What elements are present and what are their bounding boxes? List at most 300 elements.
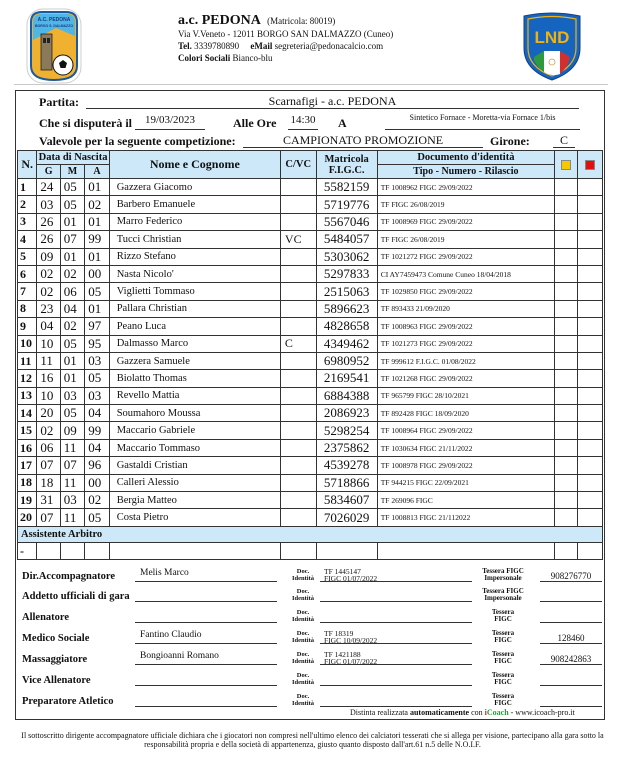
birth-year[interactable]: 99 [85, 231, 109, 248]
roster-body [18, 179, 603, 560]
red-card-cell[interactable] [578, 283, 603, 300]
birth-day[interactable]: 18 [37, 474, 60, 491]
birth-month[interactable] [60, 542, 84, 559]
tessera-label-line1: Tessera [491, 608, 515, 616]
birth-day[interactable]: 26 [37, 213, 60, 230]
matricola-cell[interactable]: 5896623 [316, 300, 377, 317]
player-number: 5 [18, 248, 37, 265]
yellow-card-cell[interactable] [555, 196, 578, 213]
player-name[interactable]: Biolatto Thomas [109, 370, 280, 387]
tessera-label-line2: FIGC [494, 657, 512, 665]
document-cell[interactable]: TF FIGC 26/08/2019 [377, 196, 554, 213]
staff-tessera-field[interactable]: 908276770 [540, 568, 602, 582]
document-cell[interactable]: TF 1021273 FIGC 29/09/2022 [377, 335, 554, 352]
document-cell[interactable]: TF 1008963 FIGC 29/09/2022 [377, 318, 554, 335]
captain-cell[interactable] [280, 457, 316, 474]
document-cell[interactable]: TF 1008978 FIGC 29/09/2022 [377, 457, 554, 474]
tessera-label-line1: Tessera [491, 629, 515, 637]
player-name[interactable]: Barbero Emanuele [109, 196, 280, 213]
staff-name-field[interactable] [135, 693, 277, 707]
yellow-card-cell[interactable] [555, 248, 578, 265]
table-row [18, 248, 603, 265]
competition-label: Valevole per la seguente competizione: [39, 134, 236, 148]
birth-year[interactable]: 03 [85, 387, 109, 404]
matricola-cell[interactable]: 2515063 [316, 283, 377, 300]
captain-cell[interactable] [280, 492, 316, 509]
staff-tessera-field[interactable]: 128460 [540, 630, 602, 644]
yellow-card-cell[interactable] [555, 474, 578, 491]
assistant-row [18, 542, 603, 559]
staff-doc-field[interactable] [320, 693, 472, 707]
birth-year[interactable]: 01 [85, 248, 109, 265]
birth-month[interactable]: 05 [60, 405, 84, 422]
player-name[interactable]: Nasta Nicolo' [109, 265, 280, 282]
birth-year[interactable]: 00 [85, 474, 109, 491]
col-cvc-header: C/VC [280, 151, 316, 179]
player-name[interactable]: Bergia Matteo [109, 492, 280, 509]
player-name[interactable]: Gazzera Samuele [109, 352, 280, 369]
captain-cell[interactable] [280, 283, 316, 300]
club-tel: 3339780890 [194, 41, 240, 51]
birth-day[interactable]: 06 [37, 439, 60, 456]
yellow-card-cell[interactable] [555, 352, 578, 369]
brand-coach: Coach [486, 708, 509, 717]
birth-month[interactable]: 11 [60, 439, 84, 456]
birth-year[interactable]: 04 [85, 439, 109, 456]
player-number: 10 [18, 335, 37, 352]
document-cell[interactable]: TF 1008813 FIGC 21/112022 [377, 509, 554, 526]
red-card-cell[interactable] [578, 387, 603, 404]
player-name[interactable]: Gazzera Giacomo [109, 179, 280, 196]
captain-cell[interactable] [280, 265, 316, 282]
matricola-cell[interactable]: 5298254 [316, 422, 377, 439]
birth-day[interactable]: 02 [37, 283, 60, 300]
staff-tessera-field[interactable] [540, 672, 602, 686]
birth-year[interactable]: 05 [85, 370, 109, 387]
player-name[interactable]: Marro Federico [109, 213, 280, 230]
red-card-cell[interactable] [578, 265, 603, 282]
staff-role: Massaggiatore [22, 654, 88, 665]
birth-year[interactable]: 05 [85, 509, 109, 526]
red-card-cell[interactable] [578, 474, 603, 491]
matricola-cell[interactable]: 5834607 [316, 492, 377, 509]
staff-doc-field[interactable] [320, 630, 472, 644]
red-card-cell[interactable] [578, 405, 603, 422]
birth-year[interactable]: 95 [85, 335, 109, 352]
player-name[interactable]: Maccario Tommaso [109, 439, 280, 456]
document-cell[interactable]: TF 1021268 FIGC 29/09/2022 [377, 370, 554, 387]
tessera-label [474, 651, 532, 665]
red-card-cell[interactable] [578, 300, 603, 317]
red-card-cell[interactable] [578, 542, 603, 559]
document-cell[interactable]: TF 1008969 FIGC 29/09/2022 [377, 213, 554, 230]
staff-name-field[interactable] [135, 588, 277, 602]
table-row [18, 335, 603, 352]
table-row [18, 439, 603, 456]
tessera-label [474, 630, 532, 644]
staff-name-field[interactable] [135, 609, 277, 623]
player-name[interactable]: Tucci Christian [109, 231, 280, 248]
tessera-label [474, 672, 532, 686]
col-doc-header: Documento d'identità [377, 151, 554, 165]
competition-field[interactable]: CAMPIONATO PROMOZIONE [243, 133, 483, 148]
birth-day[interactable]: 04 [37, 318, 60, 335]
red-card-cell[interactable] [578, 352, 603, 369]
girone-label: Girone: [490, 134, 530, 148]
staff-role: Allenatore [22, 612, 70, 623]
col-red-card-header [578, 151, 603, 179]
club-name: a.c. PEDONA [178, 13, 261, 28]
roster-table [17, 150, 603, 560]
red-card-cell[interactable] [578, 318, 603, 335]
staff-name-field[interactable]: Melis Marco [135, 568, 277, 582]
birth-month[interactable]: 01 [60, 213, 84, 230]
colors-label: Colori Sociali [178, 53, 231, 63]
time-label: Alle Ore [233, 116, 277, 130]
birth-year[interactable]: 01 [85, 179, 109, 196]
document-cell[interactable]: TF 1030634 FIGC 21/11/2022 [377, 439, 554, 456]
yellow-card-cell[interactable] [555, 300, 578, 317]
yellow-card-icon [561, 160, 571, 170]
table-row [18, 179, 603, 196]
birth-year[interactable]: 00 [85, 265, 109, 282]
matricola-cell[interactable]: 5582159 [316, 179, 377, 196]
doc-identity-label: Doc. Identità [291, 588, 315, 602]
birth-year[interactable]: 02 [85, 492, 109, 509]
birth-day[interactable]: 03 [37, 196, 60, 213]
birth-month[interactable]: 04 [60, 300, 84, 317]
birth-day[interactable]: 02 [37, 422, 60, 439]
red-card-cell[interactable] [578, 457, 603, 474]
birth-day[interactable]: 20 [37, 405, 60, 422]
staff-doc-field[interactable] [320, 609, 472, 623]
staff-doc-line2: FIGC 01/07/2022 [324, 574, 378, 583]
col-a-header: A [85, 165, 109, 179]
birth-month[interactable]: 03 [60, 492, 84, 509]
matricola-cell[interactable]: 7026029 [316, 509, 377, 526]
staff-doc-line1: TF 1445147 [324, 567, 361, 576]
captain-cell[interactable] [280, 387, 316, 404]
birth-day[interactable]: 11 [37, 352, 60, 369]
birth-year[interactable]: 03 [85, 352, 109, 369]
col-yellow-card-header [555, 151, 578, 179]
player-name[interactable]: Rizzo Stefano [109, 248, 280, 265]
matricola-cell[interactable] [316, 542, 377, 559]
player-number: 16 [18, 439, 37, 456]
player-name[interactable]: Pallara Christian [109, 300, 280, 317]
birth-month[interactable]: 05 [60, 196, 84, 213]
staff-doc-field[interactable] [320, 651, 472, 665]
captain-cell[interactable] [280, 248, 316, 265]
captain-cell[interactable] [280, 422, 316, 439]
club-email: segreteria@pedonacalcio.com [274, 41, 384, 51]
yellow-card-cell[interactable] [555, 335, 578, 352]
matricola-cell[interactable]: 6980952 [316, 352, 377, 369]
player-name[interactable]: Soumahoro Moussa [109, 405, 280, 422]
matricola-cell[interactable]: 5484057 [316, 231, 377, 248]
captain-cell[interactable] [280, 509, 316, 526]
partita-field[interactable]: Scarnafigi - a.c. PEDONA [86, 94, 579, 109]
red-card-cell[interactable] [578, 179, 603, 196]
birth-day[interactable] [37, 542, 60, 559]
table-row [18, 352, 603, 369]
document-cell[interactable]: TF 892428 FIGC 18/09/2020 [377, 405, 554, 422]
red-card-cell[interactable] [578, 248, 603, 265]
birth-month[interactable]: 11 [60, 509, 84, 526]
red-card-cell[interactable] [578, 439, 603, 456]
player-name[interactable]: Gastaldi Cristian [109, 457, 280, 474]
player-name[interactable]: Viglietti Tommaso [109, 283, 280, 300]
club-address: Via V.Veneto - 12011 BORGO SAN DALMAZZO (Cuneo) [178, 29, 394, 39]
assistant-label: Assistente Arbitro [18, 526, 603, 542]
staff-row [22, 566, 602, 587]
yellow-card-cell[interactable] [555, 387, 578, 404]
birth-year[interactable]: 02 [85, 196, 109, 213]
matricola-cell[interactable]: 2086923 [316, 405, 377, 422]
tessera-label-line1: Tessera [491, 692, 515, 700]
red-card-cell[interactable] [578, 509, 603, 526]
birth-day[interactable]: 31 [37, 492, 60, 509]
player-name[interactable]: Revello Mattia [109, 387, 280, 404]
birth-month[interactable]: 02 [60, 318, 84, 335]
captain-cell[interactable] [280, 439, 316, 456]
document-cell[interactable]: TF FIGC 26/08/2019 [377, 231, 554, 248]
player-name[interactable] [109, 542, 280, 559]
player-number: 15 [18, 422, 37, 439]
birth-day[interactable]: 10 [37, 335, 60, 352]
time-field[interactable]: 14:30 [288, 114, 318, 130]
captain-cell[interactable] [280, 370, 316, 387]
red-card-cell[interactable] [578, 196, 603, 213]
captain-cell[interactable] [280, 542, 316, 559]
tessera-label-line1: Tessera FIGC [482, 567, 524, 575]
tessera-label [474, 588, 532, 602]
birth-month[interactable]: 07 [60, 231, 84, 248]
birth-month[interactable]: 07 [60, 457, 84, 474]
matricola-cell[interactable]: 5719776 [316, 196, 377, 213]
birth-month[interactable]: 05 [60, 335, 84, 352]
yellow-card-cell[interactable] [555, 422, 578, 439]
matricola-cell[interactable]: 5303062 [316, 248, 377, 265]
player-number: 4 [18, 231, 37, 248]
table-row [18, 213, 603, 230]
staff-tessera-field[interactable] [540, 693, 602, 707]
yellow-card-cell[interactable] [555, 213, 578, 230]
declaration-text: Il sottoscritto dirigente accompagnatore ufficiale dichiara che i giocatori non compresi nell'ultimo elenco dei calciatori tesserati che si allega per visione, partecipano alla gara sotto la responsabilità propria e della società di appartenenza, giusto quanto disposto dall'art.61 n.5 delle N.O.I.F. [21, 731, 604, 749]
player-name[interactable]: Dalmasso Marco [109, 335, 280, 352]
staff-tessera-field[interactable] [540, 609, 602, 623]
player-name[interactable]: Peano Luca [109, 318, 280, 335]
birth-day[interactable]: 02 [37, 265, 60, 282]
tessera-label [474, 693, 532, 707]
staff-tessera-field[interactable] [540, 588, 602, 602]
venue-field[interactable]: Sintetico Fornace - Moretta-via Fornace 1/bis [385, 113, 580, 130]
lnd-logo-icon [521, 10, 583, 82]
birth-year[interactable]: 05 [85, 283, 109, 300]
yellow-card-cell[interactable] [555, 509, 578, 526]
col-g-header: G [37, 165, 60, 179]
table-row [18, 492, 603, 509]
tessera-label-line1: Tessera FIGC [482, 587, 524, 595]
red-card-cell[interactable] [578, 213, 603, 230]
birth-year[interactable]: 97 [85, 318, 109, 335]
captain-cell[interactable] [280, 196, 316, 213]
red-card-cell[interactable] [578, 370, 603, 387]
birth-month[interactable]: 05 [60, 179, 84, 196]
yellow-card-cell[interactable] [555, 318, 578, 335]
player-name[interactable]: Maccario Gabriele [109, 422, 280, 439]
player-number: 8 [18, 300, 37, 317]
doc-identity-label: Doc. Identità [291, 568, 315, 582]
birth-month[interactable]: 03 [60, 387, 84, 404]
document-cell[interactable]: CI AY7459473 Comune Cuneo 18/04/2018 [377, 265, 554, 282]
player-number: 18 [18, 474, 37, 491]
red-card-cell[interactable] [578, 231, 603, 248]
document-cell[interactable]: TF 965799 FIGC 28/10/2021 [377, 387, 554, 404]
yellow-card-cell[interactable] [555, 265, 578, 282]
birth-month[interactable]: 01 [60, 248, 84, 265]
col-m-header: M [60, 165, 84, 179]
birth-day[interactable]: 26 [37, 231, 60, 248]
yellow-card-cell[interactable] [555, 405, 578, 422]
birth-month[interactable]: 09 [60, 422, 84, 439]
date-label: Che si disputerà il [39, 116, 133, 130]
red-card-cell[interactable] [578, 422, 603, 439]
credit-prefix: Distinta realizzata [350, 708, 408, 717]
matricola-cell[interactable]: 5297833 [316, 265, 377, 282]
table-row [18, 300, 603, 317]
red-card-cell[interactable] [578, 335, 603, 352]
document-cell[interactable]: TF 999612 F.I.G.C. 01/08/2022 [377, 352, 554, 369]
document-cell[interactable]: TF 1029850 FIGC 29/09/2022 [377, 283, 554, 300]
yellow-card-cell[interactable] [555, 457, 578, 474]
birth-year[interactable]: 04 [85, 405, 109, 422]
col-n-header: N. [18, 151, 37, 179]
birth-day[interactable]: 23 [37, 300, 60, 317]
doc-identity-label: Doc. Identità [291, 672, 315, 686]
birth-year[interactable]: 99 [85, 422, 109, 439]
girone-field[interactable]: C [553, 133, 575, 148]
svg-text:BORGO S. DALMAZZO: BORGO S. DALMAZZO [34, 24, 74, 28]
birth-year[interactable] [85, 542, 109, 559]
matricola-cell[interactable]: 4828658 [316, 318, 377, 335]
red-card-cell[interactable] [578, 492, 603, 509]
header-divider [14, 84, 608, 85]
date-field[interactable]: 19/03/2023 [135, 114, 205, 130]
birth-year[interactable]: 01 [85, 213, 109, 230]
yellow-card-cell[interactable] [555, 492, 578, 509]
yellow-card-cell[interactable] [555, 439, 578, 456]
matricola-cell[interactable]: 6884388 [316, 387, 377, 404]
staff-row [22, 586, 602, 607]
document-cell[interactable]: TF 1021272 FIGC 29/09/2022 [377, 248, 554, 265]
player-number: 7 [18, 283, 37, 300]
staff-name-field[interactable] [135, 672, 277, 686]
doc-identity-label: Doc. Identità [291, 630, 315, 644]
birth-month[interactable]: 11 [60, 474, 84, 491]
staff-doc-field[interactable] [320, 588, 472, 602]
document-cell[interactable]: TF 269096 FIGC [377, 492, 554, 509]
matricola-cell[interactable]: 2169541 [316, 370, 377, 387]
credit-suffix[interactable]: - www.icoach-pro.it [510, 708, 575, 717]
staff-role: Addetto ufficiali di gara [22, 591, 130, 602]
player-name[interactable]: Costa Pietro [109, 509, 280, 526]
yellow-card-cell[interactable] [555, 370, 578, 387]
staff-row [22, 628, 602, 649]
credit-bold: automaticamente [409, 708, 470, 717]
brand-i: i [484, 708, 487, 717]
matricola-cell[interactable]: 4349462 [316, 335, 377, 352]
document-cell[interactable]: TF 1008964 FIGC 29/09/2022 [377, 422, 554, 439]
matricola-cell[interactable]: 5718866 [316, 474, 377, 491]
yellow-card-cell[interactable] [555, 179, 578, 196]
matricola-cell[interactable]: 5567046 [316, 213, 377, 230]
birth-day[interactable]: 09 [37, 248, 60, 265]
credit-mid: con [471, 708, 483, 717]
captain-cell[interactable] [280, 300, 316, 317]
captain-cell[interactable]: C [280, 335, 316, 352]
partita-label: Partita: [39, 95, 79, 109]
staff-tessera-field[interactable]: 908242863 [540, 651, 602, 665]
svg-text:LND: LND [534, 28, 570, 47]
table-row [18, 509, 603, 526]
table-row [18, 457, 603, 474]
birth-day[interactable]: 24 [37, 179, 60, 196]
birth-month[interactable]: 01 [60, 352, 84, 369]
staff-doc-field[interactable] [320, 672, 472, 686]
matricola-cell[interactable]: 4539278 [316, 457, 377, 474]
birth-month[interactable]: 06 [60, 283, 84, 300]
player-number: 20 [18, 509, 37, 526]
captain-cell[interactable] [280, 405, 316, 422]
document-cell[interactable]: TF 1008962 FIGC 29/09/2022 [377, 179, 554, 196]
staff-doc-field[interactable] [320, 568, 472, 582]
captain-cell[interactable] [280, 352, 316, 369]
birth-month[interactable]: 01 [60, 370, 84, 387]
birth-month[interactable]: 02 [60, 265, 84, 282]
tessera-label-line2: Impersonale [484, 574, 522, 582]
document-cell[interactable]: TF 893433 21/09/2020 [377, 300, 554, 317]
captain-cell[interactable]: VC [280, 231, 316, 248]
col-birth-header: Data di Nascita [38, 152, 108, 163]
player-name[interactable]: Calleri Alessio [109, 474, 280, 491]
staff-doc-line2: FIGC 10/09/2022 [324, 636, 378, 645]
birth-year[interactable]: 96 [85, 457, 109, 474]
matricola-cell[interactable]: 2375862 [316, 439, 377, 456]
birth-year[interactable]: 01 [85, 300, 109, 317]
header-row [18, 151, 603, 165]
captain-cell[interactable] [280, 318, 316, 335]
birth-day[interactable]: 07 [37, 509, 60, 526]
staff-name-field[interactable]: Fantino Claudio [135, 630, 277, 644]
tessera-label-line2: FIGC [494, 615, 512, 623]
yellow-card-cell[interactable] [555, 283, 578, 300]
document-cell[interactable]: TF 944215 FIGC 22/09/2021 [377, 474, 554, 491]
table-row [18, 265, 603, 282]
birth-day[interactable]: 10 [37, 387, 60, 404]
captain-cell[interactable] [280, 474, 316, 491]
birth-day[interactable]: 07 [37, 457, 60, 474]
staff-name-field[interactable]: Bongioanni Romano [135, 651, 277, 665]
birth-day[interactable]: 16 [37, 370, 60, 387]
document-cell[interactable] [377, 542, 554, 559]
yellow-card-cell[interactable] [555, 542, 578, 559]
captain-cell[interactable] [280, 213, 316, 230]
club-colors: Bianco-blu [232, 53, 273, 63]
player-number: 13 [18, 387, 37, 404]
yellow-card-cell[interactable] [555, 231, 578, 248]
captain-cell[interactable] [280, 179, 316, 196]
